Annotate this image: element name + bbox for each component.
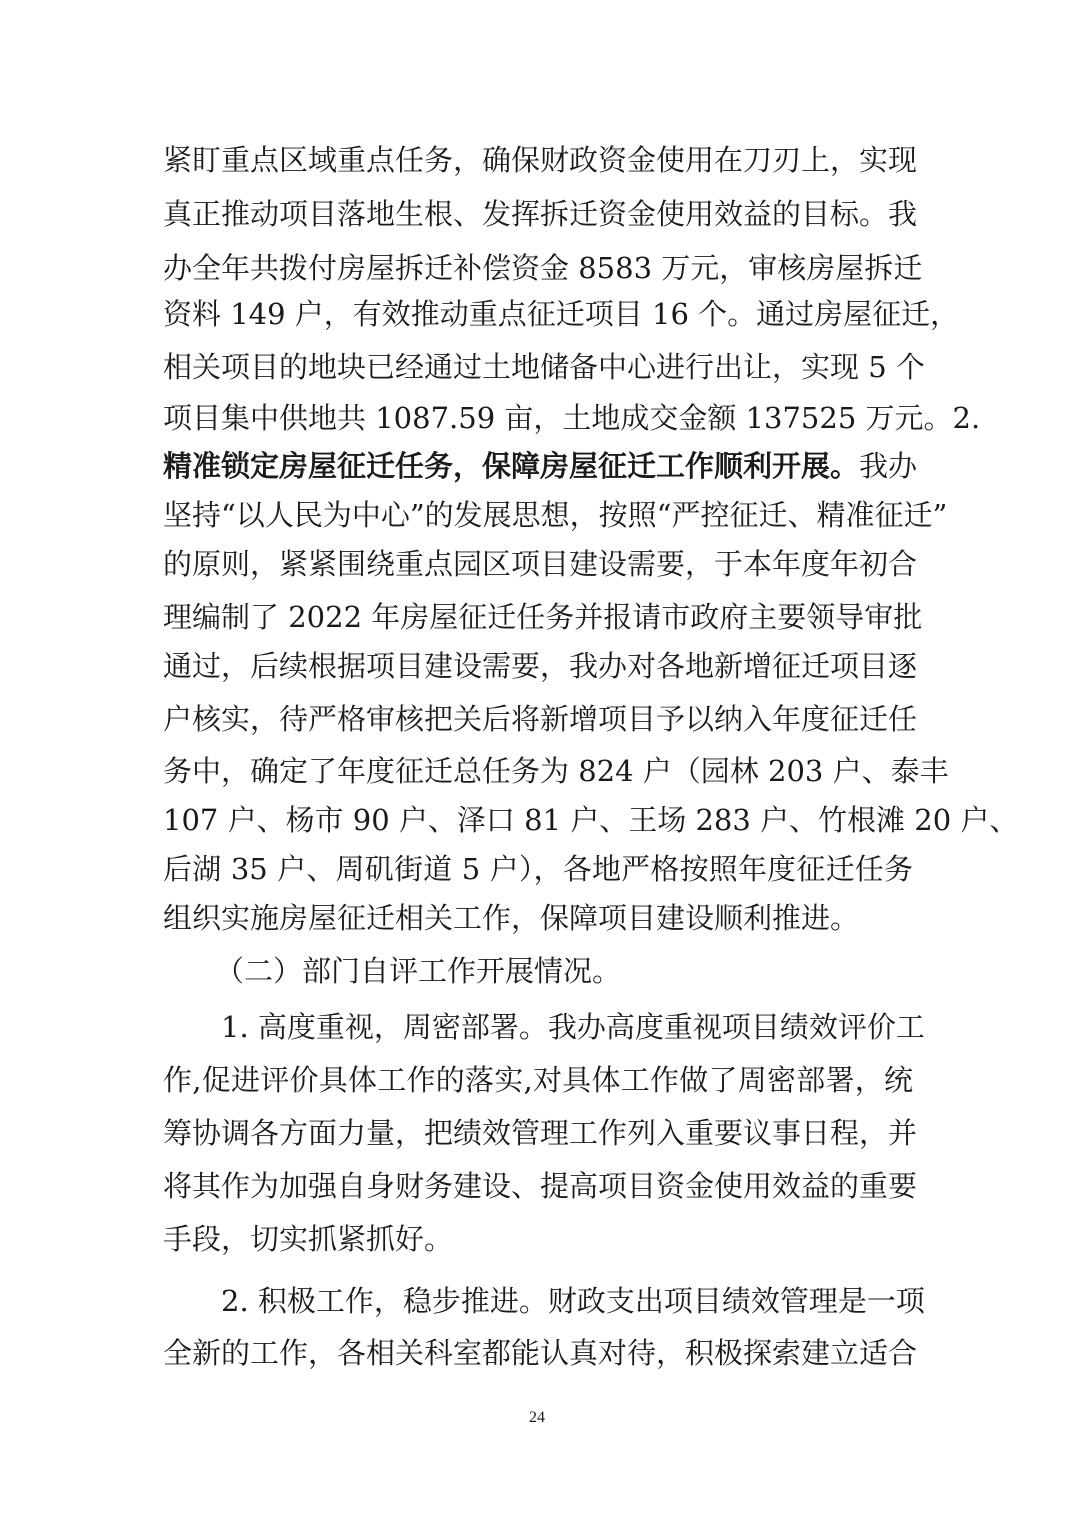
body-line-16: 组织实施房屋征迁相关工作，保障项目建设顺利推进。 — [163, 901, 860, 935]
body-line-5: 相关项目的地块已经通过土地储备中心进行出让，实现 5 个 — [163, 350, 925, 384]
body-line-13: 务中，确定了年度征迁总任务为 824 户（园林 203 户、泰丰 — [163, 754, 949, 788]
body-line-11: 通过，后续根据项目建设需要，我办对各地新增征迁项目逐 — [163, 649, 918, 683]
body-line-21: 将其作为加强自身财务建设、提高项目资金使用效益的重要 — [163, 1169, 918, 1203]
body-line-9: 的原则，紧紧围绕重点园区项目建设需要，于本年度年初合 — [163, 547, 918, 581]
body-line-7-rest: 我办 — [859, 449, 918, 483]
page-number: 24 — [529, 1409, 545, 1426]
section-heading: （二）部门自评工作开展情况。 — [215, 954, 622, 988]
body-line-14: 107 户、杨市 90 户、泽口 81 户、王场 283 户、竹根滩 20 户、 — [163, 803, 1019, 837]
body-line-4: 资料 149 户，有效推动重点征迁项目 16 个。通过房屋征迁， — [163, 297, 960, 331]
body-line-6: 项目集中供地共 1087.59 亩，土地成交金额 137525 万元。2. — [163, 401, 981, 435]
body-line-10: 理编制了 2022 年房屋征迁任务并报请市政府主要领导审批 — [163, 600, 923, 634]
body-line-8: 坚持“以人民为中心”的发展思想，按照“严控征迁、精准征迁” — [163, 498, 948, 532]
bold-heading-2: 精准锁定房屋征迁任务，保障房屋征迁工作顺利开展。 — [163, 449, 860, 483]
body-line-3: 办全年共拨付房屋拆迁补偿资金 8583 万元，审核房屋拆迁 — [163, 251, 923, 285]
body-line-24: 全新的工作，各相关科室都能认真对待，积极探索建立适合 — [163, 1336, 918, 1370]
body-line-1: 紧盯重点区域重点任务，确保财政资金使用在刀刃上，实现 — [163, 143, 918, 177]
body-line-7 — [163, 439, 918, 493]
body-line-18: 1. 高度重视，周密部署。我办高度重视项目绩效评价工 — [221, 1010, 925, 1044]
body-line-19: 作,促进评价具体工作的落实,对具体工作做了周密部署，统 — [163, 1063, 913, 1097]
body-line-2: 真正推动项目落地生根、发挥拆迁资金使用效益的目标。我 — [163, 197, 918, 231]
body-line-12: 户核实，待严格审核把关后将新增项目予以纳入年度征迁任 — [163, 702, 918, 736]
body-line-23: 2. 积极工作，稳步推进。财政支出项目绩效管理是一项 — [221, 1284, 925, 1318]
body-line-15: 后湖 35 户、周矶街道 5 户），各地严格按照年度征迁任务 — [163, 852, 913, 886]
body-line-20: 筹协调各方面力量，把绩效管理工作列入重要议事日程，并 — [163, 1116, 918, 1150]
body-line-22: 手段，切实抓紧抓好。 — [163, 1222, 454, 1256]
